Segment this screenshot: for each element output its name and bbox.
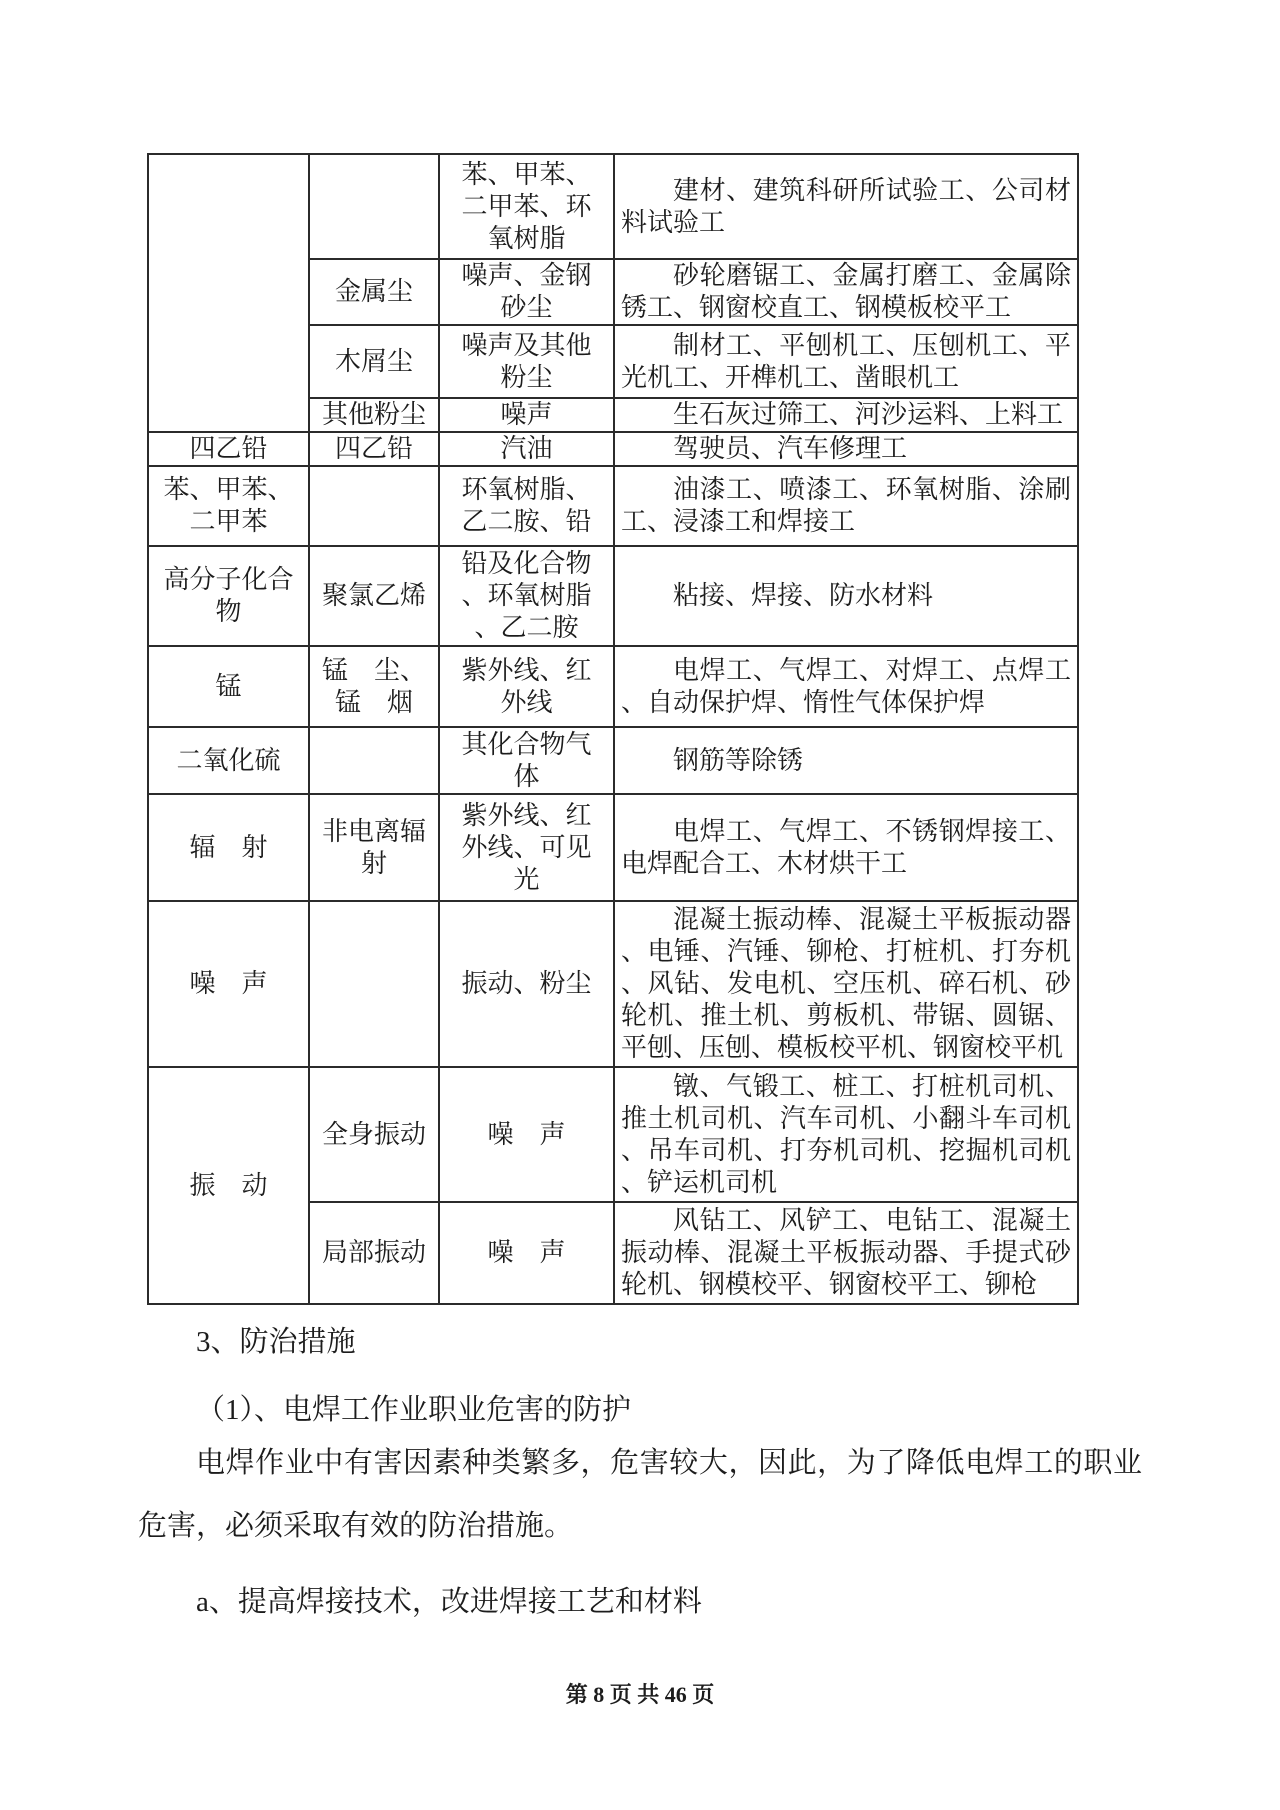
cell-accompanying-factor: 铅及化合物、环氧树脂、乙二胺: [439, 546, 614, 646]
cell-accompanying-factor: 噪声及其他粉尘: [439, 325, 614, 398]
cell-exposed-jobs: 电焊工、气焊工、对焊工、点焊工、自动保护焊、惰性气体保护焊: [614, 646, 1078, 727]
cell-accompanying-factor: 环氧树脂、乙二胺、铅: [439, 466, 614, 546]
cell-hazard-type: [309, 727, 439, 794]
cell-hazard-category: 噪 声: [148, 901, 309, 1067]
cell-hazard-type: 聚氯乙烯: [309, 546, 439, 646]
cell-hazard-category: 二氧化硫: [148, 727, 309, 794]
cell-accompanying-factor: 紫外线、红外线: [439, 646, 614, 727]
cell-accompanying-factor: 噪 声: [439, 1067, 614, 1202]
cell-hazard-type: [309, 466, 439, 546]
section-subheading: （1）、电焊工作业职业危害的防护: [196, 1394, 632, 1426]
cell-exposed-jobs: 生石灰过筛工、河沙运料、上料工: [614, 398, 1078, 432]
cell-exposed-jobs: 风钻工、风铲工、电钻工、混凝土振动棒、混凝土平板振动器、手提式砂轮机、钢模校平、钢窗校平工、铆枪: [614, 1202, 1078, 1304]
cell-hazard-type: 非电离辐射: [309, 794, 439, 901]
cell-hazard-category: 锰: [148, 646, 309, 727]
hazard-table: [147, 153, 1079, 1305]
cell-exposed-jobs: 电焊工、气焊工、不锈钢焊接工、电焊配合工、木材烘干工: [614, 794, 1078, 901]
cell-exposed-jobs: 驾驶员、汽车修理工: [614, 432, 1078, 466]
cell-hazard-category: 四乙铅: [148, 432, 309, 466]
list-item-a: a、提高焊接技术，改进焊接工艺和材料: [196, 1586, 702, 1618]
cell-hazard-category: [148, 154, 309, 432]
page-footer: 第 8 页 共 46 页: [565, 1682, 715, 1707]
cell-exposed-jobs: 建材、建筑科研所试验工、公司材料试验工: [614, 154, 1078, 259]
cell-accompanying-factor: 振动、粉尘: [439, 901, 614, 1067]
cell-hazard-category: 辐 射: [148, 794, 309, 901]
cell-exposed-jobs: 制材工、平刨机工、压刨机工、平光机工、开榫机工、凿眼机工: [614, 325, 1078, 398]
cell-hazard-type: [309, 901, 439, 1067]
cell-exposed-jobs: 混凝土振动棒、混凝土平板振动器、电锤、汽锤、铆枪、打桩机、打夯机、风钻、发电机、空压机、碎石机、砂轮机、推土机、剪板机、带锯、圆锯、平刨、压刨、模板校平机、钢窗校平机: [614, 901, 1078, 1067]
cell-exposed-jobs: 钢筋等除锈: [614, 727, 1078, 794]
cell-exposed-jobs: 镦、气锻工、桩工、打桩机司机、推土机司机、汽车司机、小翻斗车司机、吊车司机、打夯机司机、挖掘机司机、铲运机司机: [614, 1067, 1078, 1202]
cell-hazard-type: 金属尘: [309, 259, 439, 325]
cell-hazard-type: 局部振动: [309, 1202, 439, 1304]
cell-exposed-jobs: 砂轮磨锯工、金属打磨工、金属除锈工、钢窗校直工、钢模板校平工: [614, 259, 1078, 325]
hazard-table-wrap: [147, 153, 1079, 1305]
cell-hazard-type: 锰 尘、锰 烟: [309, 646, 439, 727]
cell-hazard-category: 高分子化合物: [148, 546, 309, 646]
cell-hazard-type: 四乙铅: [309, 432, 439, 466]
cell-accompanying-factor: 汽油: [439, 432, 614, 466]
cell-hazard-type: [309, 154, 439, 259]
cell-accompanying-factor: 苯、甲苯、二甲苯、环氧树脂: [439, 154, 614, 259]
cell-hazard-type: 木屑尘: [309, 325, 439, 398]
cell-hazard-type: 全身振动: [309, 1067, 439, 1202]
cell-accompanying-factor: 噪声、金钢砂尘: [439, 259, 614, 325]
cell-accompanying-factor: 紫外线、红外线、可见光: [439, 794, 614, 901]
cell-hazard-type: 其他粉尘: [309, 398, 439, 432]
cell-accompanying-factor: 噪 声: [439, 1202, 614, 1304]
cell-exposed-jobs: 粘接、焊接、防水材料: [614, 546, 1078, 646]
body-paragraph: 电焊作业中有害因素种类繁多，危害较大，因此，为了降低电焊工的职业危害，必须采取有效的防治措施。: [138, 1447, 1142, 1542]
cell-hazard-category: 振 动: [148, 1067, 309, 1304]
cell-accompanying-factor: 噪声: [439, 398, 614, 432]
cell-exposed-jobs: 油漆工、喷漆工、环氧树脂、涂刷工、浸漆工和焊接工: [614, 466, 1078, 546]
cell-hazard-category: 苯、甲苯、二甲苯: [148, 466, 309, 546]
cell-accompanying-factor: 其化合物气体: [439, 727, 614, 794]
section-heading: 3、防治措施: [196, 1326, 356, 1358]
